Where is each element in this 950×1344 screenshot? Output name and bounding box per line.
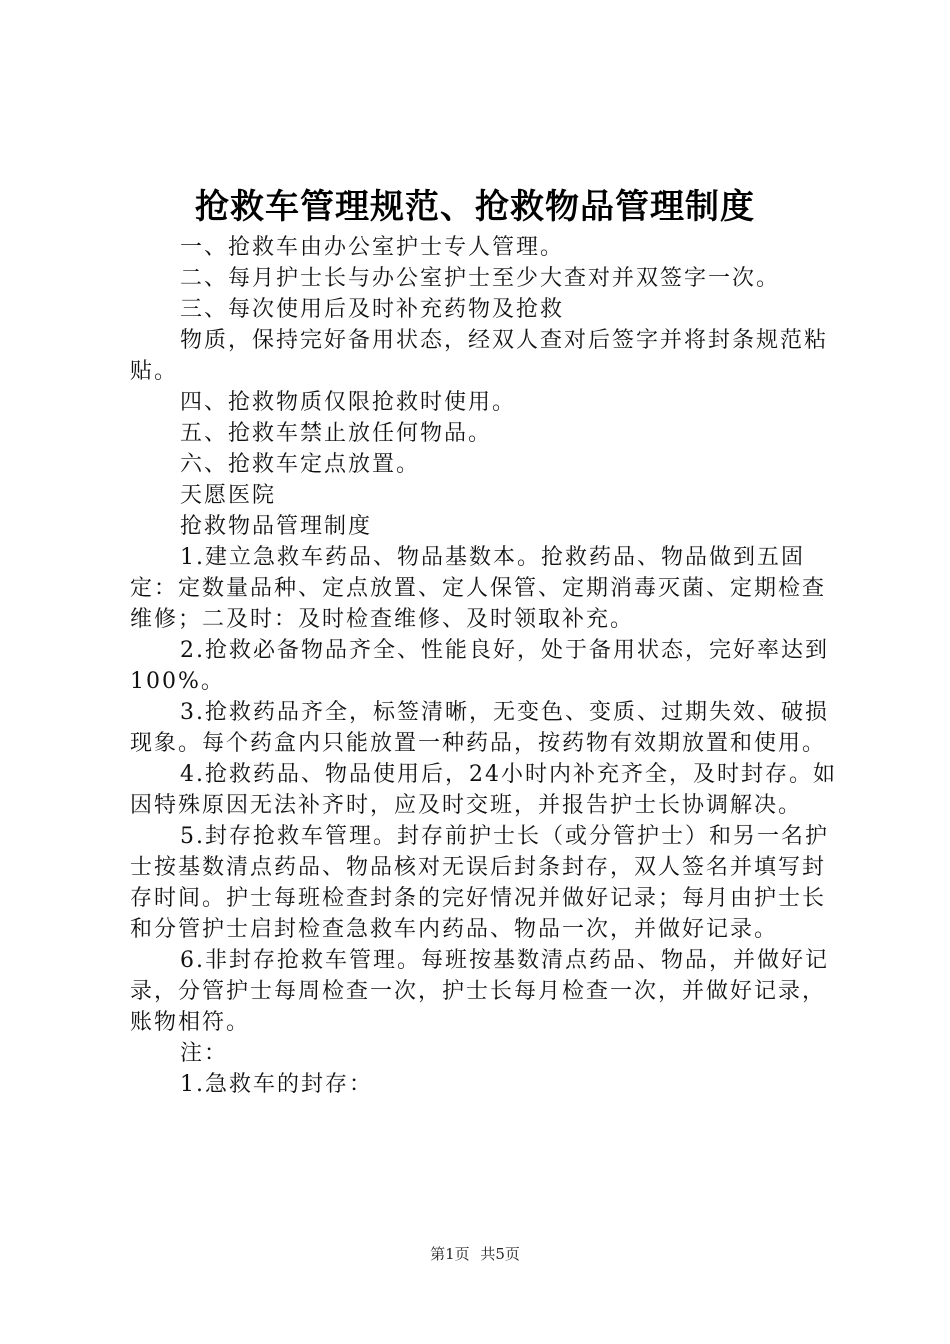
rule-1: 1.建立急救车药品、物品基数本。抢救药品、物品做到五固定：定数量品种、定点放置、定人保管、定期消毒灭菌、定期检查维修；二及时：及时检查维修、及时领取补充。 bbox=[130, 545, 827, 632]
page-total: 共5页 bbox=[480, 1245, 520, 1263]
rule-2: 2.抢救必备物品齐全、性能良好，处于备用状态，完好率达到100%。 bbox=[130, 638, 829, 694]
note-label: 注： bbox=[180, 1041, 229, 1066]
rule-5: 5.封存抢救车管理。封存前护士长（或分管护士）和另一名护士按基数清点药品、物品核对无误后封条封存，双人签名并填写封存时间。护士每班检查封条的完好情况并做好记录；每月由护士长和分管护士启封检查急救车内药品、物品一次，并做好记录。 bbox=[130, 824, 829, 942]
page-footer bbox=[0, 1244, 950, 1264]
document-title: 抢救车管理规范、抢救物品管理制度 bbox=[195, 187, 755, 227]
section-heading: 抢救物品管理制度 bbox=[180, 514, 373, 539]
paragraph-2: 二、每月护士长与办公室护士至少大查对并双签字一次。 bbox=[180, 266, 781, 291]
paragraph-3: 三、每次使用后及时补充药物及抢救 bbox=[180, 297, 565, 322]
rule-6: 6.非封存抢救车管理。每班按基数清点药品、物品，并做好记录，分管护士每周检查一次，护士长每月检查一次，并做好记录，账物相符。 bbox=[130, 948, 829, 1035]
paragraph-5: 四、抢救物质仅限抢救时使用。 bbox=[180, 390, 517, 415]
paragraph-4: 物质，保持完好备用状态，经双人查对后签字并将封条规范粘贴。 bbox=[130, 328, 829, 384]
paragraph-1: 一、抢救车由办公室护士专人管理。 bbox=[180, 235, 565, 260]
paragraph-6: 五、抢救车禁止放任何物品。 bbox=[180, 421, 493, 446]
document-body bbox=[130, 232, 845, 1100]
page-number: 第1页 bbox=[430, 1245, 470, 1263]
rule-3: 3.抢救药品齐全，标签清晰，无变色、变质、过期失效、破损现象。每个药盒内只能放置一种药品，按药物有效期放置和使用。 bbox=[130, 700, 829, 756]
rule-4: 4.抢救药品、物品使用后，24小时内补充齐全，及时封存。如因特殊原因无法补齐时，应及时交班，并报告护士长协调解决。 bbox=[130, 762, 837, 818]
note-item-1: 1.急救车的封存： bbox=[180, 1072, 373, 1097]
paragraph-7: 六、抢救车定点放置。 bbox=[180, 452, 421, 477]
hospital-name: 天愿医院 bbox=[180, 483, 277, 508]
